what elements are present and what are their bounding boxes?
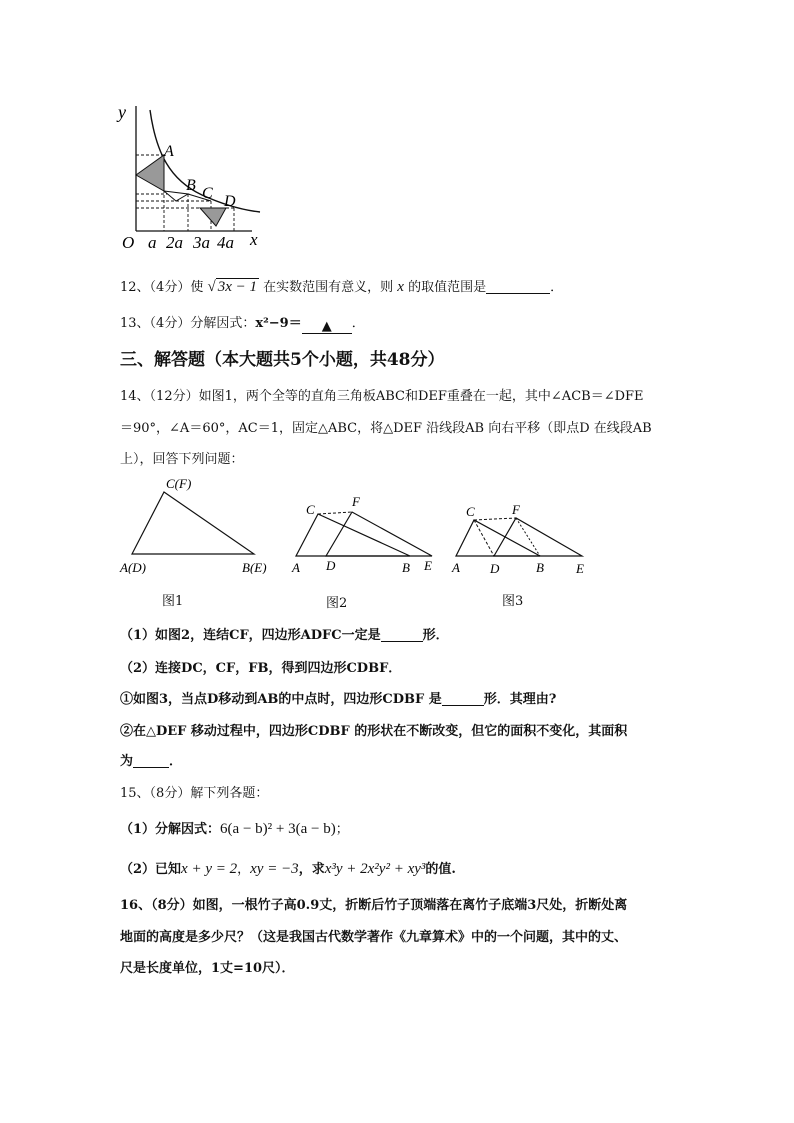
tick-label: 3a [193,233,210,252]
svg-text:B: B [402,560,410,575]
radicand: 3x − 1 [217,279,257,295]
figure-1-caption: 图1 [162,594,184,609]
answer-blank[interactable] [486,279,550,294]
question-14-part-2-2-answer: 为 ． [120,754,183,769]
origin-label: O [122,233,135,252]
answer-blank[interactable] [381,627,423,642]
question-15-part-1: （1）分解因式：6(a − b)² + 3(a − b)； [120,821,349,837]
point-label-a: A [164,143,174,160]
x-axis-label: x [250,230,258,249]
svg-text:B: B [536,560,544,575]
question-14-part-1: （1）如图2，连结CF，四边形ADFC一定是 形． [120,628,449,643]
svg-text:E: E [424,558,432,573]
svg-text:E: E [576,561,584,576]
svg-text:A: A [452,560,460,575]
tick-label: 4a [217,233,234,252]
question-16-line-3: 尺是长度单位，1丈=10尺）． [120,961,295,976]
figure-2-caption: 图2 [326,596,348,611]
section-heading: 三、解答题（本大题共5个小题，共48分） [120,350,445,370]
question-14-part-2-1: ①如图3，当点D移动到AB的中点时，四边形CDBF 是 形．其理由? [120,692,557,707]
point-label-c: C [202,185,213,202]
hyperbola-figure [112,98,272,254]
question-13: 13、（4分）分解因式：x²−9＝ ▲ ． [120,316,365,334]
svg-text:A: A [292,560,300,575]
point-label-d: D [224,193,236,210]
sqrt-sign: √ [207,279,216,295]
figure-2 [286,492,446,576]
question-16-line-1: 16、（8分）如图，一根竹子高0.9丈，折断后竹子顶端落在离竹子底端3尺处，折断处离 [120,898,628,913]
tick-label: a [148,233,157,252]
answer-blank[interactable]: ▲ [302,319,352,334]
question-14-line-2: ＝90°，∠A＝60°，AC＝1，固定△ABC，将△DEF 沿线段AB 向右平移（即点D 在线段AB [120,421,652,436]
svg-text:D: D [490,561,500,576]
question-14-part-2-2: ②在△DEF 移动过程中，四边形CDBF 的形状在不断改变，但它的面积不变化，其面积 [120,724,628,739]
question-15-part-2: （2）已知x + y = 2，xy = −3，求x³y + 2x²y² + xy³的值. [120,861,456,877]
question-14-part-2: （2）连接DC，CF，FB，得到四边形CDBF． [120,661,402,676]
point-label-b: B [186,177,196,194]
svg-text:C: C [466,504,475,519]
svg-text:A(D): A(D) [120,560,146,574]
svg-text:D: D [326,558,336,573]
question-12: 12、（4分）使 √ 3x − 1 在实数范围有意义，则 x 的取值范围是 ． [120,279,564,295]
svg-text:B(E): B(E) [242,560,267,574]
question-15-title: 15、（8分）解下列各题： [120,786,269,801]
question-14-line-3: 上），回答下列问题： [120,452,244,467]
answer-blank[interactable] [133,753,169,768]
question-16-line-2: 地面的高度是多少尺？（这是我国古代数学著作《九章算术》中的一个问题，其中的丈、 [120,930,628,945]
svg-text:C: C [306,502,315,517]
svg-text:F: F [352,494,360,509]
svg-text:C(F): C(F) [166,476,192,491]
answer-blank[interactable] [442,691,484,706]
y-axis-label: y [118,102,126,122]
expression: 6(a − b)² + 3(a − b) [220,821,336,837]
figure-3 [446,496,596,580]
svg-text:F: F [512,502,520,517]
figure-1 [118,474,278,574]
figure-3-caption: 图3 [502,594,524,609]
tick-label: 2a [166,233,183,252]
question-14-line-1: 14、（12分）如图1，两个全等的直角三角板ABC和DEF重叠在一起，其中∠ACB＝∠DFE [120,389,644,404]
